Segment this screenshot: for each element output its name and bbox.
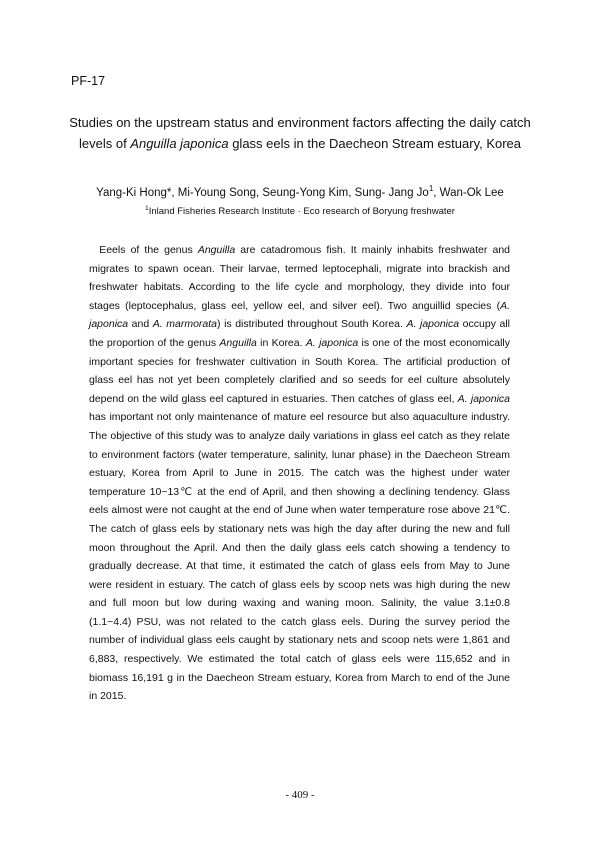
affiliation-text: Inland Fisheries Research Institute · Eco research of Boryung freshwater bbox=[148, 206, 455, 217]
affiliation-marker: 1 bbox=[145, 204, 149, 212]
abstract-text: ) is distributed throughout South Korea. bbox=[217, 318, 407, 331]
abstract-text: Eeels of the genus bbox=[99, 244, 198, 256]
abstract-text: are catadromous fish. It mainly inhabits freshwater and migrates to spawn ocean. Their larvae, termed leptocephali, migrate into brackish and freshwater habitats. According to the life cycle and morphology, they divide into four stages (leptocephalus, glass eel, yellow eel, and silver eel). Two anguillid species ( bbox=[89, 244, 511, 312]
species-name: A. japonica bbox=[457, 392, 510, 405]
genus-name: Anguilla bbox=[197, 244, 236, 256]
species-name: A. japonica bbox=[406, 318, 460, 331]
paper-code: PF-17 bbox=[71, 74, 106, 88]
title-line-2-suffix: glass eels in the Daecheon Stream estuary, Korea bbox=[228, 136, 522, 151]
page-number: - 409 - bbox=[285, 789, 315, 801]
species-name: A. japonica bbox=[89, 299, 510, 331]
paper-title bbox=[60, 112, 540, 154]
author-list bbox=[60, 185, 540, 201]
author-names-last: , Wan-Ok Lee bbox=[433, 187, 504, 199]
abstract-text: in Korea. bbox=[256, 336, 306, 349]
abstract-text: occupy all the proportion of the genus bbox=[89, 318, 511, 349]
species-name: A. marmorata bbox=[152, 318, 218, 331]
abstract-text: and bbox=[128, 318, 153, 331]
abstract-text: is one of the most economically important species for freshwater cultivation in South Korea. The artificial production of glass eel has not yet been completely clarified and so seeds for eel culture absolutely depend on the wild glass eel captured in estuaries. Then catches of glass eel, bbox=[89, 336, 511, 405]
abstract-text: has important not only maintenance of mature eel resource but also aquaculture industry. The objective of this study was to analyze daily variations in glass eel catch as they relate to environment factors (water temperature, salinity, lunar phase) in the Daecheon Stream estuary, Korea from April to June in 2015. The catch was the highest under water temperature 10~13℃ at the end of April, and then showing a declining tendency. Glass eels almost were not caught at the end of June when water temperature rose above 21℃. The catch of glass eels by stationary nets was high the day after during the new and full moon throughout the April. And then the daily glass eels catch showing a tendency to gradually decrease. At that time, it estimated the catch of glass eels from May to June were resident in estuary. The catch of glass eels by scoop nets was high during the new and full moon but low during waxing and waning moon. Salinity, the value 3.1±0.8 (1.1~4.4) PSU, was not related to the catch glass eels. During the survey period the number of individual glass eels caught by stationary nets and scoop nets were 1,861 and 6,883, respectively. We estimated the total catch of glass eels were 115,652 and in biomass 16,191 g in the Daecheon Stream estuary, Korea from March to end of the June in 2015. bbox=[89, 411, 510, 703]
affiliation bbox=[60, 205, 540, 219]
genus-name: Anguilla bbox=[219, 336, 257, 349]
title-line-1: Studies on the upstream status and environment factors affecting the daily catch bbox=[69, 115, 531, 130]
species-name: A. japonica bbox=[305, 336, 359, 349]
abstract-body bbox=[89, 241, 510, 706]
title-species-name: Anguilla japonica bbox=[130, 136, 229, 151]
author-names: Yang-Ki Hong*, Mi-Young Song, Seung-Yong Kim, Sung- Jang Jo bbox=[96, 187, 429, 199]
title-line-2-prefix: levels of bbox=[78, 136, 131, 151]
author-affiliation-marker: 1 bbox=[428, 184, 434, 194]
